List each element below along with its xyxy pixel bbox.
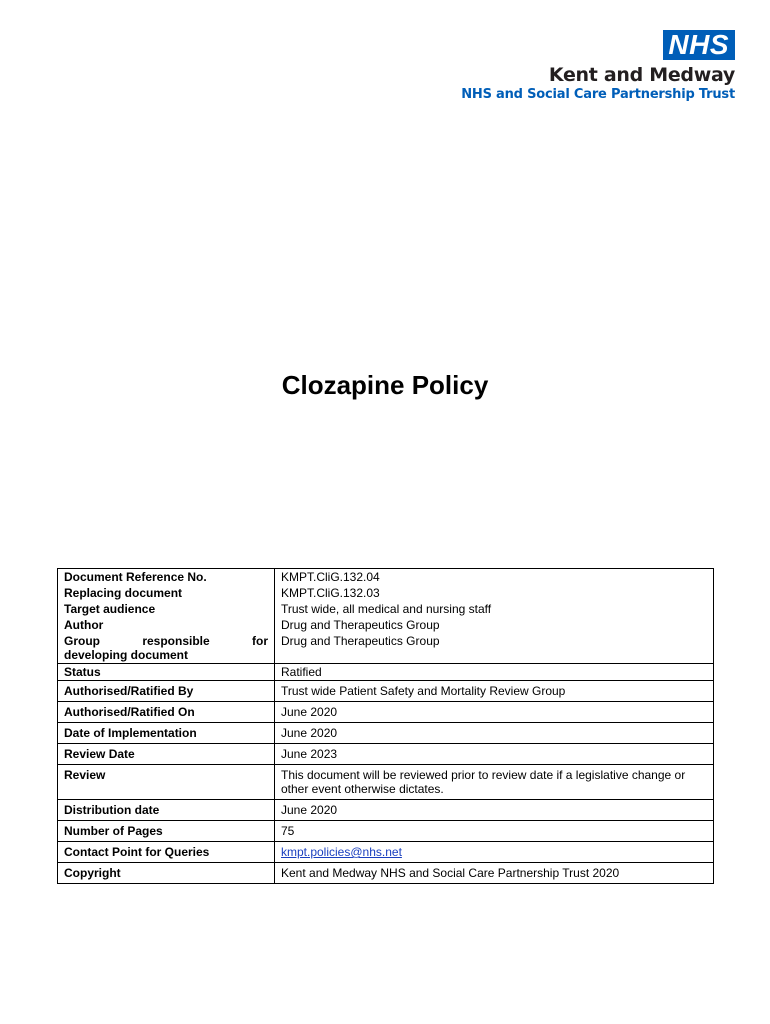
document-info-table bbox=[57, 568, 714, 884]
table-row bbox=[58, 702, 714, 723]
audience-value: Trust wide, all medical and nursing staff bbox=[275, 601, 714, 617]
group-label-line-1: Group responsible for bbox=[64, 634, 268, 648]
table-row bbox=[58, 863, 714, 884]
distribution-label: Distribution date bbox=[58, 800, 275, 821]
trust-subtitle: NHS and Social Care Partnership Trust bbox=[461, 87, 735, 102]
distribution-value: June 2020 bbox=[275, 800, 714, 821]
ratified-by-label: Authorised/Ratified By bbox=[58, 681, 275, 702]
audience-label: Target audience bbox=[58, 601, 275, 617]
table-row bbox=[58, 569, 714, 586]
implementation-label: Date of Implementation bbox=[58, 723, 275, 744]
nhs-badge: NHS bbox=[663, 30, 735, 60]
implementation-value: June 2020 bbox=[275, 723, 714, 744]
review-value: This document will be reviewed prior to review date if a legislative change or other event otherwise dictates. bbox=[275, 765, 714, 800]
group-label bbox=[58, 633, 275, 664]
table-row bbox=[58, 633, 714, 664]
table-row bbox=[58, 765, 714, 800]
ratified-on-value: June 2020 bbox=[275, 702, 714, 723]
table-row bbox=[58, 601, 714, 617]
review-date-label: Review Date bbox=[58, 744, 275, 765]
table-row bbox=[58, 617, 714, 633]
contact-label: Contact Point for Queries bbox=[58, 842, 275, 863]
pages-label: Number of Pages bbox=[58, 821, 275, 842]
contact-email-link[interactable]: kmpt.policies@nhs.net bbox=[281, 845, 402, 859]
table-row bbox=[58, 723, 714, 744]
review-label: Review bbox=[58, 765, 275, 800]
replacing-value: KMPT.CliG.132.03 bbox=[275, 585, 714, 601]
ratified-on-label: Authorised/Ratified On bbox=[58, 702, 275, 723]
copyright-label: Copyright bbox=[58, 863, 275, 884]
table-row bbox=[58, 800, 714, 821]
table-row bbox=[58, 585, 714, 601]
trust-name: Kent and Medway bbox=[548, 64, 735, 86]
doc-ref-value: KMPT.CliG.132.04 bbox=[275, 569, 714, 586]
author-value: Drug and Therapeutics Group bbox=[275, 617, 714, 633]
group-label-line-2: developing document bbox=[64, 648, 189, 662]
doc-ref-label: Document Reference No. bbox=[58, 569, 275, 586]
contact-cell bbox=[275, 842, 714, 863]
table-row bbox=[58, 842, 714, 863]
status-value: Ratified bbox=[275, 664, 714, 681]
status-label: Status bbox=[58, 664, 275, 681]
page-title: Clozapine Policy bbox=[281, 370, 489, 400]
copyright-value: Kent and Medway NHS and Social Care Partnership Trust 2020 bbox=[275, 863, 714, 884]
replacing-label: Replacing document bbox=[58, 585, 275, 601]
table-row bbox=[58, 821, 714, 842]
table-row bbox=[58, 744, 714, 765]
group-value: Drug and Therapeutics Group bbox=[275, 633, 714, 664]
table-row bbox=[58, 664, 714, 681]
author-label: Author bbox=[58, 617, 275, 633]
table-row bbox=[58, 681, 714, 702]
nhs-trust-logo bbox=[435, 30, 735, 104]
pages-value: 75 bbox=[275, 821, 714, 842]
review-date-value: June 2023 bbox=[275, 744, 714, 765]
ratified-by-value: Trust wide Patient Safety and Mortality Review Group bbox=[275, 681, 714, 702]
